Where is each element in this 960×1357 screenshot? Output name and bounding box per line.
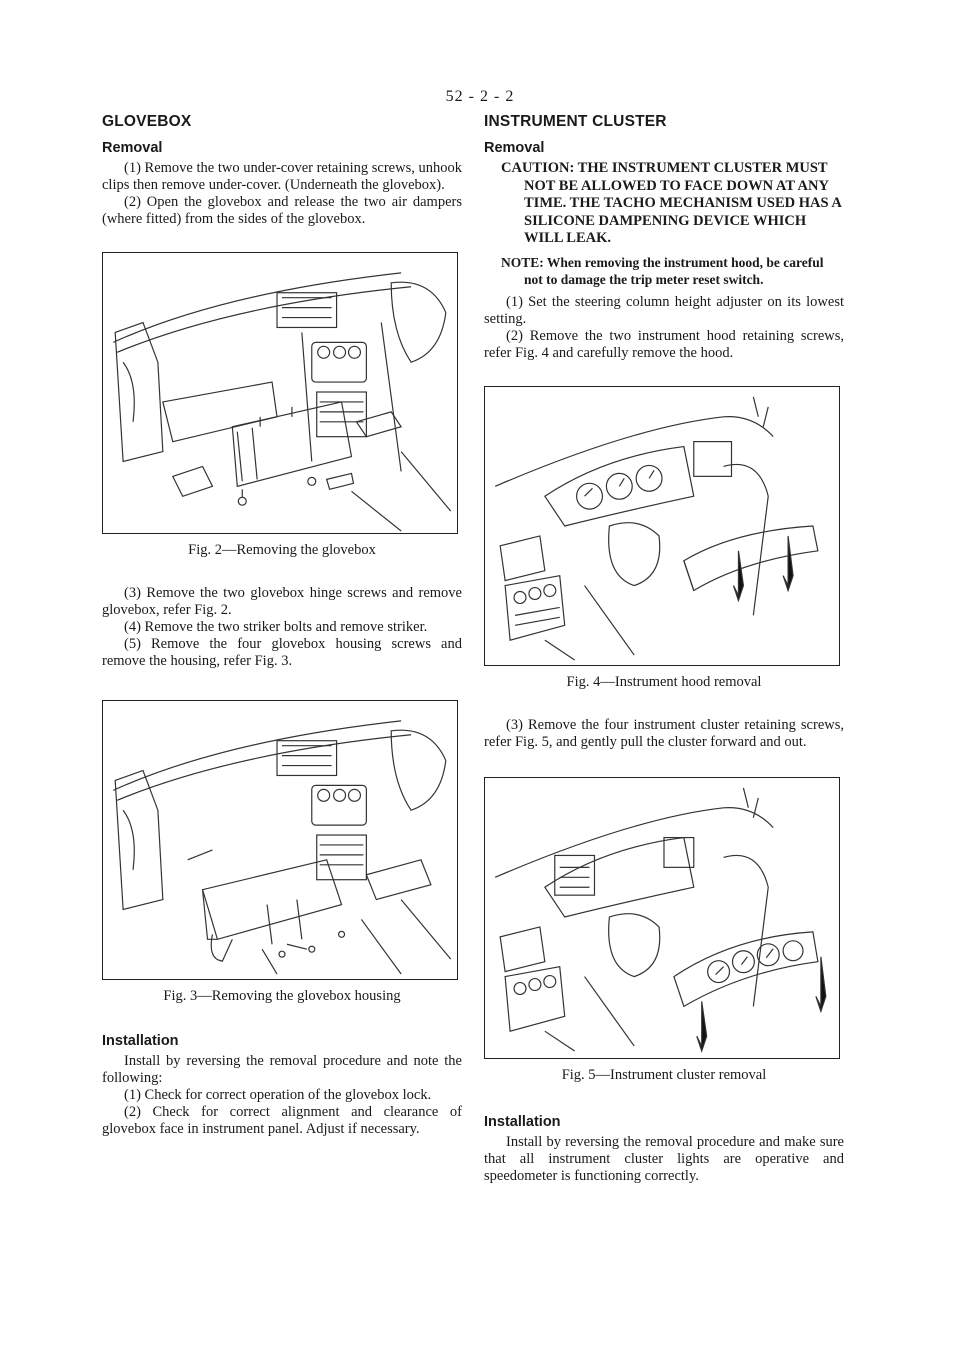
cluster-step-1: (1) Set the steering column height adjuster on its lowest setting. <box>484 293 844 327</box>
fig4-instrument-hood-illustration <box>484 386 840 666</box>
cluster-title: INSTRUMENT CLUSTER <box>484 113 667 130</box>
fig5-caption: Fig. 5—Instrument cluster removal <box>561 1066 767 1083</box>
fig5-instrument-cluster-illustration <box>484 777 840 1059</box>
fig2-caption: Fig. 2—Removing the glovebox <box>188 542 376 558</box>
glovebox-step-3: (3) Remove the two glovebox hinge screws and remove glovebox, refer Fig. 2. <box>102 585 462 618</box>
cluster-caution: CAUTION: THE INSTRUMENT CLUSTER MUST NOT BE ALLOWED TO FACE DOWN AT ANY TIME. THE TACHO MECHANISM USED HAS A SILICONE DAMPENING DEVICE WHICH WILL LEAK. <box>501 160 842 246</box>
glovebox-installation-heading: Installation <box>102 1033 179 1049</box>
glovebox-step-5: (5) Remove the four glovebox housing screws and remove the housing, refer Fig. 3. <box>102 636 462 669</box>
fig3-glovebox-housing-illustration <box>102 700 458 980</box>
page-number: 52 - 2 - 2 <box>445 88 515 105</box>
glovebox-removal-heading: Removal <box>102 140 163 156</box>
glovebox-install-step-1: (1) Check for correct operation of the glovebox lock. <box>124 1087 432 1103</box>
fig4-caption: Fig. 4—Instrument hood removal <box>566 673 762 690</box>
cluster-note: NOTE: When removing the instrument hood, be careful not to damage the trip meter reset switch. <box>501 254 824 287</box>
cluster-removal-heading: Removal <box>484 140 545 156</box>
glovebox-title: GLOVEBOX <box>102 113 192 130</box>
instrument-cluster-section <box>484 113 844 1185</box>
cluster-installation-heading: Installation <box>484 1113 561 1130</box>
glovebox-step-1: (1) Remove the two under-cover retaining screws, unhook clips then remove under-cover. (Underneath the glovebox). <box>102 160 462 193</box>
glovebox-section <box>102 113 462 1138</box>
glovebox-install-step-2: (2) Check for correct alignment and clearance of glovebox face in instrument panel. Adjust if necessary. <box>102 1104 462 1137</box>
cluster-install-text: Install by reversing the removal procedure and make sure that all instrument cluster lights are operative and speedometer is functioning correctly. <box>484 1133 844 1184</box>
glovebox-install-intro: Install by reversing the removal procedure and note the following: <box>102 1053 462 1086</box>
glovebox-step-2: (2) Open the glovebox and release the two air dampers (where fitted) from the sides of the glovebox. <box>102 194 462 227</box>
cluster-step-3: (3) Remove the four instrument cluster retaining screws, refer Fig. 5, and gently pull the cluster forward and out. <box>484 716 844 750</box>
fig3-caption: Fig. 3—Removing the glovebox housing <box>163 988 401 1004</box>
cluster-step-2: (2) Remove the two instrument hood retaining screws, refer Fig. 4 and carefully remove the hood. <box>484 327 844 361</box>
fig2-glovebox-illustration <box>102 252 458 534</box>
glovebox-step-4: (4) Remove the two striker bolts and remove striker. <box>124 619 428 635</box>
